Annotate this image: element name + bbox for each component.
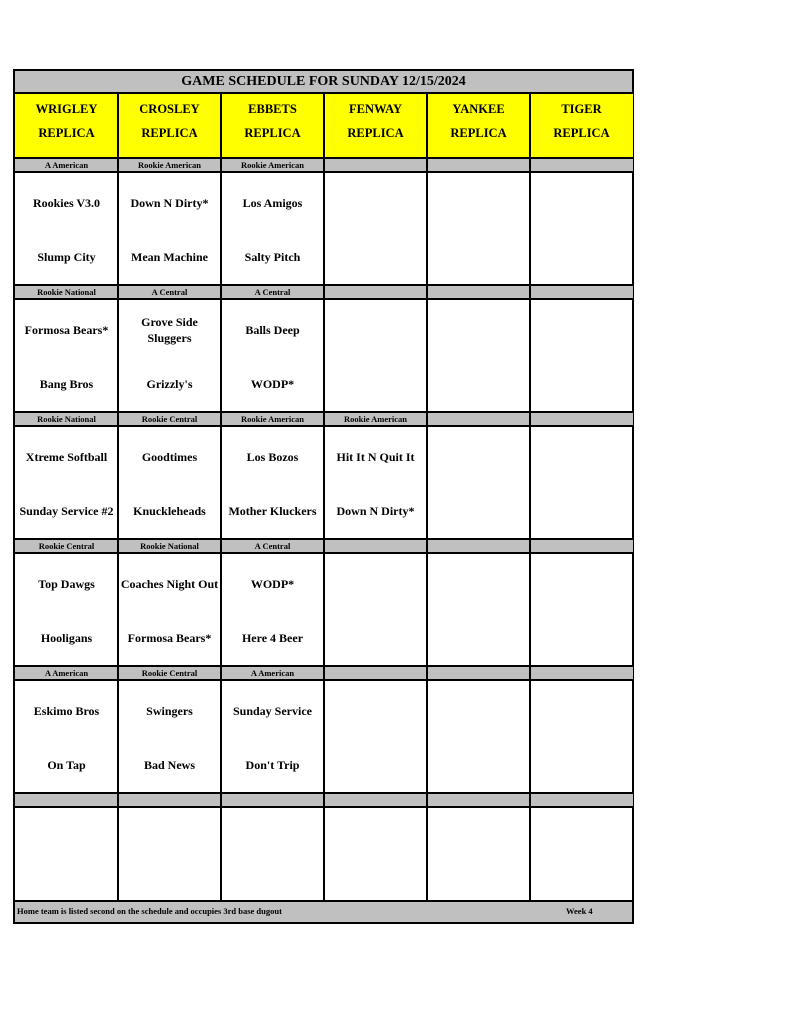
home-team: [427, 495, 530, 527]
division-label: [530, 540, 633, 552]
field-name: WRIGLEY: [35, 102, 98, 116]
away-team: [324, 187, 427, 219]
game-cell: [427, 300, 530, 411]
home-team: Grizzly's: [146, 377, 193, 391]
game-cell: [324, 173, 427, 284]
division-label: A American: [221, 667, 324, 679]
home-team: [427, 368, 530, 400]
home-team: Salty Pitch: [244, 250, 301, 264]
field-name: YANKEE: [452, 102, 505, 116]
game-cell: [118, 427, 221, 538]
away-team: [324, 822, 427, 854]
away-team: [427, 187, 530, 219]
game-cell: [324, 427, 427, 538]
division-label: [427, 286, 530, 298]
division-label: Rookie American: [118, 159, 221, 171]
home-team: Knuckleheads: [133, 504, 206, 518]
home-team: Bang Bros: [39, 377, 94, 391]
away-team: Hit It N Quit It: [336, 450, 415, 464]
field-subtitle: REPLICA: [450, 126, 507, 140]
schedule-title: GAME SCHEDULE FOR SUNDAY 12/15/2024: [15, 71, 632, 94]
division-label: Rookie Central: [118, 667, 221, 679]
away-team: Los Amigos: [242, 196, 303, 210]
division-label: [324, 667, 427, 679]
field-header-wrigley: [15, 94, 118, 157]
away-team: [530, 441, 633, 473]
game-cell: [221, 173, 324, 284]
division-label: [324, 159, 427, 171]
home-team: Slump City: [37, 250, 96, 264]
field-name: EBBETS: [248, 102, 297, 116]
field-subtitle: REPLICA: [244, 126, 301, 140]
field-subtitle: REPLICA: [553, 126, 610, 140]
away-team: [324, 695, 427, 727]
game-cell: [427, 681, 530, 792]
game-cell: [324, 300, 427, 411]
home-team-note: Home team is listed second on the schedule and occupies 3rd base dugout: [17, 906, 282, 916]
division-label: A Central: [118, 286, 221, 298]
home-team: [324, 368, 427, 400]
home-team: Mother Kluckers: [228, 504, 317, 518]
field-subtitle: REPLICA: [141, 126, 198, 140]
division-label: [221, 794, 324, 806]
division-label: [530, 159, 633, 171]
division-label: Rookie American: [324, 413, 427, 425]
home-team: Bad News: [143, 758, 195, 772]
field-name: CROSLEY: [139, 102, 200, 116]
division-label: [118, 794, 221, 806]
away-team: [118, 822, 221, 854]
game-cell: [221, 681, 324, 792]
home-team: Sunday Service #2: [19, 504, 114, 518]
game-cell: [427, 554, 530, 665]
division-label: [427, 667, 530, 679]
division-label: A American: [15, 159, 118, 171]
game-cell: [118, 681, 221, 792]
game-cell: [118, 300, 221, 411]
field-header-ebbets: [221, 94, 324, 157]
division-label: A Central: [221, 286, 324, 298]
division-label: [324, 794, 427, 806]
column-divider: [426, 94, 428, 902]
game-cell: [530, 300, 633, 411]
division-label: [427, 413, 530, 425]
game-cell: [15, 681, 118, 792]
away-team: Xtreme Softball: [25, 450, 108, 464]
game-cell: [221, 554, 324, 665]
away-team: Sunday Service: [232, 704, 312, 718]
home-team: [530, 749, 633, 781]
field-header-tiger: [530, 94, 633, 157]
division-label: [530, 413, 633, 425]
game-cell: [118, 173, 221, 284]
game-cell: [530, 427, 633, 538]
away-team: Grove Side Sluggers: [141, 315, 198, 345]
home-team: [530, 241, 633, 273]
field-name: TIGER: [561, 102, 602, 116]
home-team: Mean Machine: [131, 250, 208, 264]
game-cell: [530, 681, 633, 792]
home-team: [324, 241, 427, 273]
week-label: Week 4: [566, 906, 593, 916]
home-team: Formosa Bears*: [127, 631, 212, 645]
away-team: [427, 695, 530, 727]
home-team: Here 4 Beer: [241, 631, 304, 645]
field-header-fenway: [324, 94, 427, 157]
division-label: [427, 540, 530, 552]
away-team: Goodtimes: [141, 450, 198, 464]
home-team: [530, 368, 633, 400]
away-team: Balls Deep: [245, 323, 300, 337]
away-team: [324, 568, 427, 600]
division-label: [530, 667, 633, 679]
home-team: [530, 495, 633, 527]
away-team: Down N Dirty*: [130, 196, 209, 210]
division-label: [324, 286, 427, 298]
game-cell: [530, 554, 633, 665]
division-label: Rookie National: [15, 413, 118, 425]
home-team: [427, 241, 530, 273]
game-cell: [324, 554, 427, 665]
field-header-yankee: [427, 94, 530, 157]
home-team: On Tap: [47, 758, 86, 772]
away-team: [530, 695, 633, 727]
footer-bar: [15, 900, 632, 922]
away-team: [427, 441, 530, 473]
division-label: Rookie Central: [118, 413, 221, 425]
game-cell: [221, 300, 324, 411]
game-cell: [530, 173, 633, 284]
division-label: [427, 159, 530, 171]
away-team: Rookies V3.0: [32, 196, 101, 210]
division-label: Rookie American: [221, 159, 324, 171]
column-divider: [117, 94, 119, 902]
column-divider: [220, 94, 222, 902]
division-label: [530, 286, 633, 298]
away-team: Top Dawgs: [38, 577, 95, 591]
away-team: [530, 187, 633, 219]
away-team: Swingers: [146, 704, 193, 718]
home-team: WODP*: [250, 377, 295, 391]
away-team: [15, 822, 118, 854]
field-subtitle: REPLICA: [38, 126, 95, 140]
division-label: [15, 794, 118, 806]
home-team: Down N Dirty*: [336, 504, 415, 518]
division-label: Rookie National: [15, 286, 118, 298]
division-label: A Central: [221, 540, 324, 552]
away-team: [530, 314, 633, 346]
game-cell: [427, 173, 530, 284]
away-team: [427, 822, 530, 854]
away-team: [530, 568, 633, 600]
field-name: FENWAY: [348, 102, 403, 116]
away-team: [530, 822, 633, 854]
division-label: [324, 540, 427, 552]
away-team: [324, 314, 427, 346]
division-label: [530, 794, 633, 806]
game-cell: [427, 427, 530, 538]
away-team: [221, 822, 324, 854]
game-cell: [221, 427, 324, 538]
game-cell: [118, 554, 221, 665]
column-divider: [323, 94, 325, 902]
home-team: [324, 622, 427, 654]
game-cell: [15, 427, 118, 538]
column-divider: [529, 94, 531, 902]
away-team: [427, 568, 530, 600]
away-team: [427, 314, 530, 346]
away-team: Coaches Night Out: [120, 577, 219, 591]
away-team: WODP*: [250, 577, 295, 591]
division-label: Rookie American: [221, 413, 324, 425]
schedule-sheet: [13, 69, 634, 924]
game-cell: [324, 681, 427, 792]
division-label: Rookie Central: [15, 540, 118, 552]
field-header-crosley: [118, 94, 221, 157]
home-team: [427, 749, 530, 781]
game-cell: [15, 554, 118, 665]
division-label: A American: [15, 667, 118, 679]
game-cell: [15, 173, 118, 284]
home-team: [530, 622, 633, 654]
game-cell: [15, 300, 118, 411]
away-team: Eskimo Bros: [33, 704, 100, 718]
division-label: Rookie National: [118, 540, 221, 552]
away-team: Formosa Bears*: [24, 323, 109, 337]
division-label: [427, 794, 530, 806]
home-team: Don't Trip: [245, 758, 300, 772]
home-team: [427, 622, 530, 654]
field-subtitle: REPLICA: [347, 126, 404, 140]
home-team: [324, 749, 427, 781]
away-team: Los Bozos: [246, 450, 299, 464]
home-team: Hooligans: [40, 631, 93, 645]
